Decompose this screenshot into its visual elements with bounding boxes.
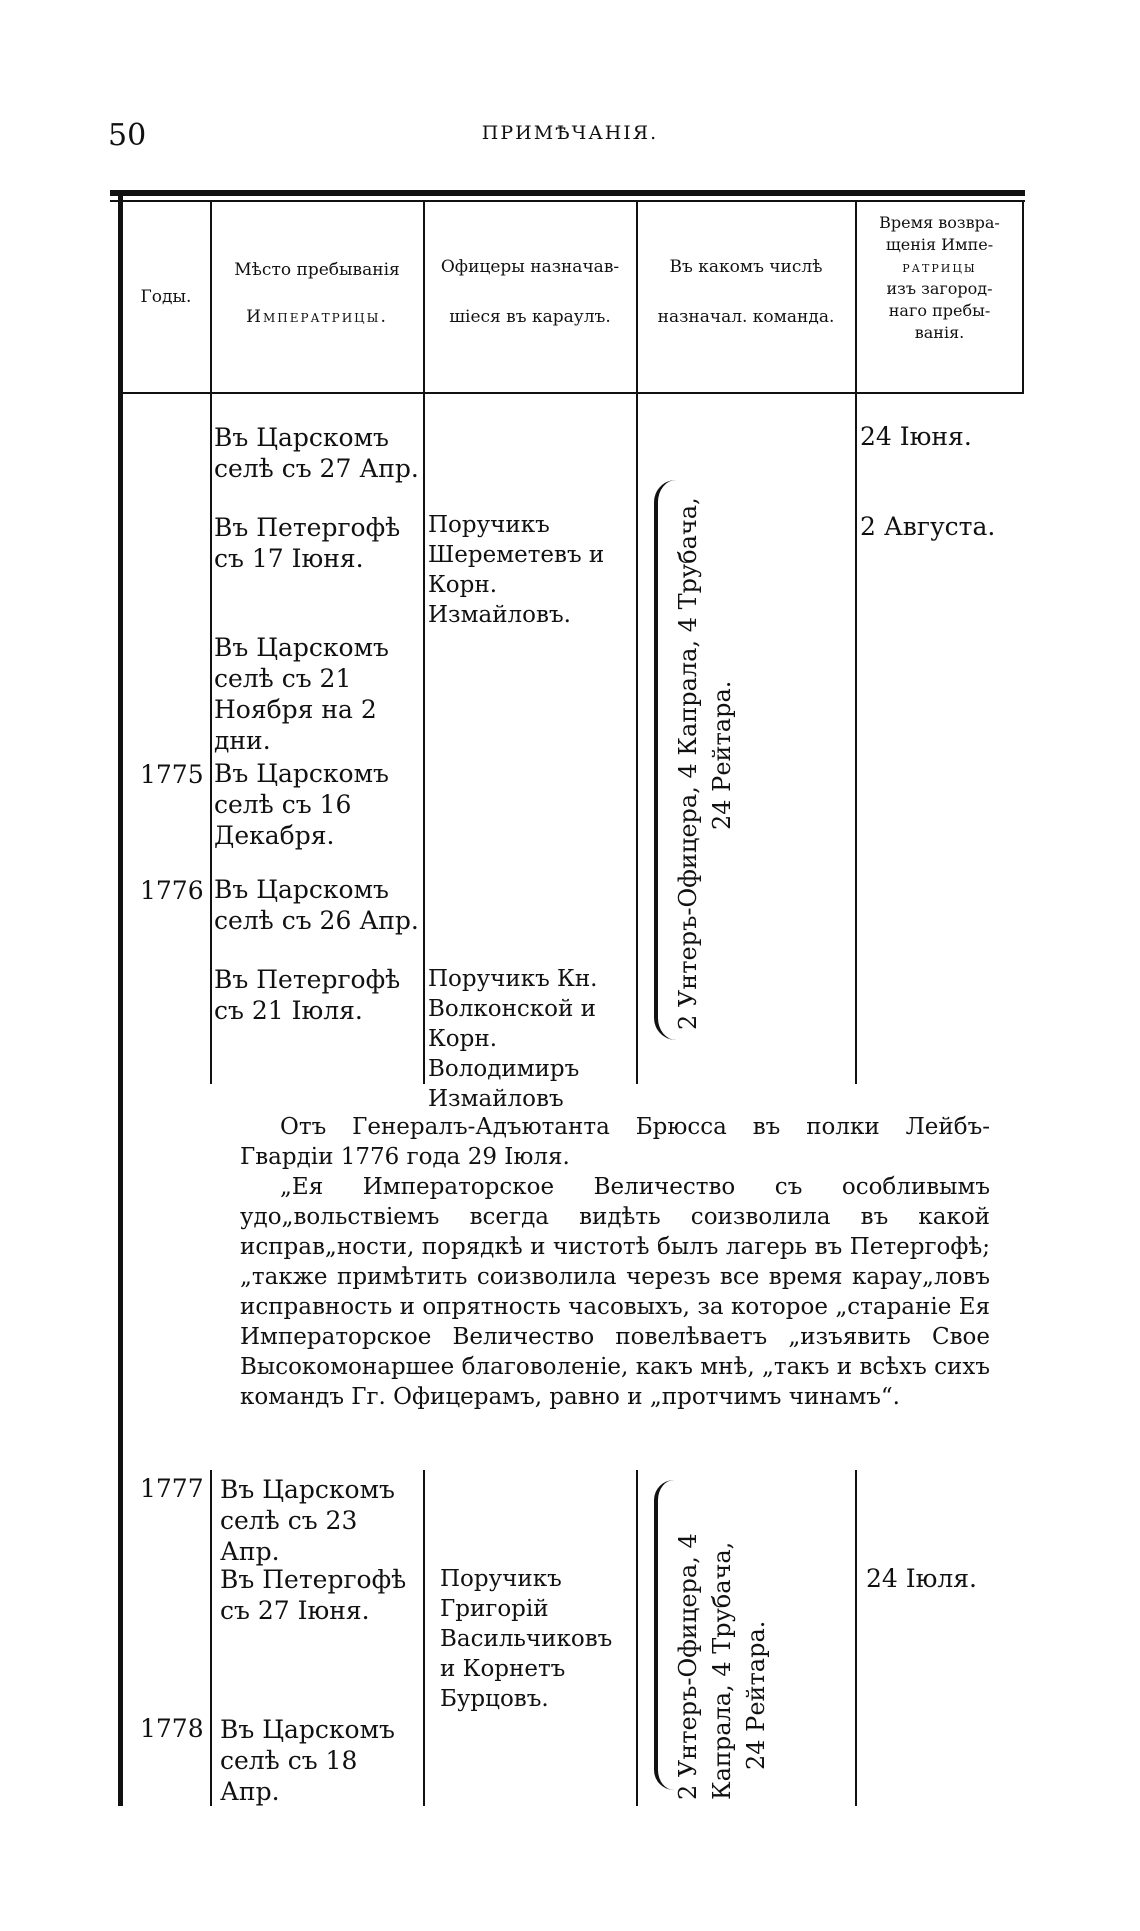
note-quote: „Ея Императорское Величество съ особливымъ удо„вольствіемъ всегда видѣть соизволила въ какой исправ„ности, порядкѣ и чистотѣ былъ лагерь въ Петергофѣ; „также примѣтить соизволила черезъ все время карау„ловъ исправность и опрятность часовыхъ, за которое „стараніе Ея Императорское Величество повелѣваетъ „изъявить Свое Высокомонаршее благоволеніе, какъ мнѣ, „такъ и всѣхъ сихъ командъ Гг. Офицерамъ, равно и „протчимъ чинамъ“. [240, 1174, 990, 1410]
year-cell: 1777 [140, 1474, 204, 1503]
header-return-line5: наго пребы- [888, 301, 991, 320]
command-text-line1: 2 Унтеръ-Офицера, 4 Капрала, 4 Трубача, [674, 497, 702, 1030]
running-head: ПРИМѢЧАНІЯ. [481, 122, 659, 144]
table-top-rule [110, 190, 1025, 196]
g2-col-divider-3 [636, 1470, 638, 1806]
header-number-line1: Въ какомъ числѣ [669, 257, 823, 277]
officer-cell: Поручикъ Шереметевъ и Корн. Измайловъ. [428, 512, 605, 628]
year-cell: 1775 [140, 760, 204, 789]
header-place-line1: Мѣсто пребыванія [234, 260, 400, 280]
g2-col-divider-2 [423, 1470, 425, 1806]
header-officers-line1: Офицеры назначав- [440, 257, 620, 277]
place-row: Въ Царскомъ селѣ съ 23 Апр. [220, 1475, 395, 1566]
return-cell: 24 Іюля. [866, 1564, 977, 1593]
command-text-line2: Капрала, 4 Трубача, [708, 1541, 736, 1800]
g1-col-divider-4 [855, 394, 857, 1084]
year-cell: 1778 [140, 1714, 204, 1743]
place-row: Въ Петергофѣ съ 27 Іюня. [220, 1565, 407, 1625]
header-return-line1: Время возвра- [879, 213, 1000, 232]
header-return-line3: ратрицы [902, 257, 977, 276]
place-row: Въ Царскомъ селѣ съ 18 Апр. [220, 1715, 395, 1806]
place-row: Въ Царскомъ селѣ съ 16 Декабря. [214, 759, 389, 850]
g2-col-divider-1 [210, 1470, 212, 1806]
header-years: Годы. [140, 287, 192, 307]
place-row: Въ Петергофѣ съ 17 Іюня. [214, 513, 401, 573]
table-top-rule-thin [110, 200, 1025, 202]
header-return-line2: щенія Импе- [885, 235, 994, 254]
header-return-line6: ванія. [914, 323, 965, 342]
header-return [857, 212, 1022, 344]
command-brace [654, 1480, 674, 1790]
place-row: Въ Царскомъ селѣ съ 21 Ноября на 2 дни. [214, 633, 389, 755]
return-cell: 24 Іюня. [860, 422, 972, 451]
header-place-line2: Императрицы. [246, 307, 388, 327]
command-text-line1: 2 Унтеръ-Офицера, 4 [674, 1533, 702, 1800]
g1-col-divider-3 [636, 394, 638, 1084]
note-heading: Отъ Генералъ-Адъютанта Брюсса въ полки Лейбъ-Гвардіи 1776 года 29 Іюля. [240, 1114, 990, 1170]
col-divider-2 [423, 202, 425, 394]
g1-col-divider-2 [423, 394, 425, 1084]
col-divider-5 [1022, 202, 1024, 394]
command-text-line2: 24 Рейтара. [708, 680, 736, 830]
place-row: Въ Царскомъ селѣ съ 27 Апр. [214, 423, 419, 483]
year-cell: 1776 [140, 876, 204, 905]
header-bottom-rule [118, 392, 1024, 394]
officer-cell: Поручикъ Кн. Волконской и Корн. Володимиръ Измайловъ [428, 966, 598, 1112]
g1-col-divider-1 [210, 394, 212, 1084]
note-block [240, 1112, 990, 1412]
command-text-line3: 24 Рейтара. [742, 1620, 770, 1770]
place-row: Въ Петергофѣ съ 21 Іюля. [214, 965, 401, 1025]
table-left-rule [118, 196, 123, 1806]
col-divider-3 [636, 202, 638, 394]
place-row: Въ Царскомъ селѣ съ 26 Апр. [214, 875, 419, 935]
header-return-line4: изъ загород- [886, 279, 993, 298]
page-number: 50 [108, 118, 147, 153]
col-divider-1 [210, 202, 212, 394]
officer-cell: Поручикъ Григорій Васильчиковъ и Корнетъ Бурцовъ. [440, 1566, 613, 1712]
return-cell: 2 Августа. [860, 512, 996, 541]
header-officers-line2: шіеся въ караулъ. [449, 307, 611, 327]
header-number-line2: назначал. команда. [657, 307, 835, 327]
g2-col-divider-4 [855, 1470, 857, 1806]
